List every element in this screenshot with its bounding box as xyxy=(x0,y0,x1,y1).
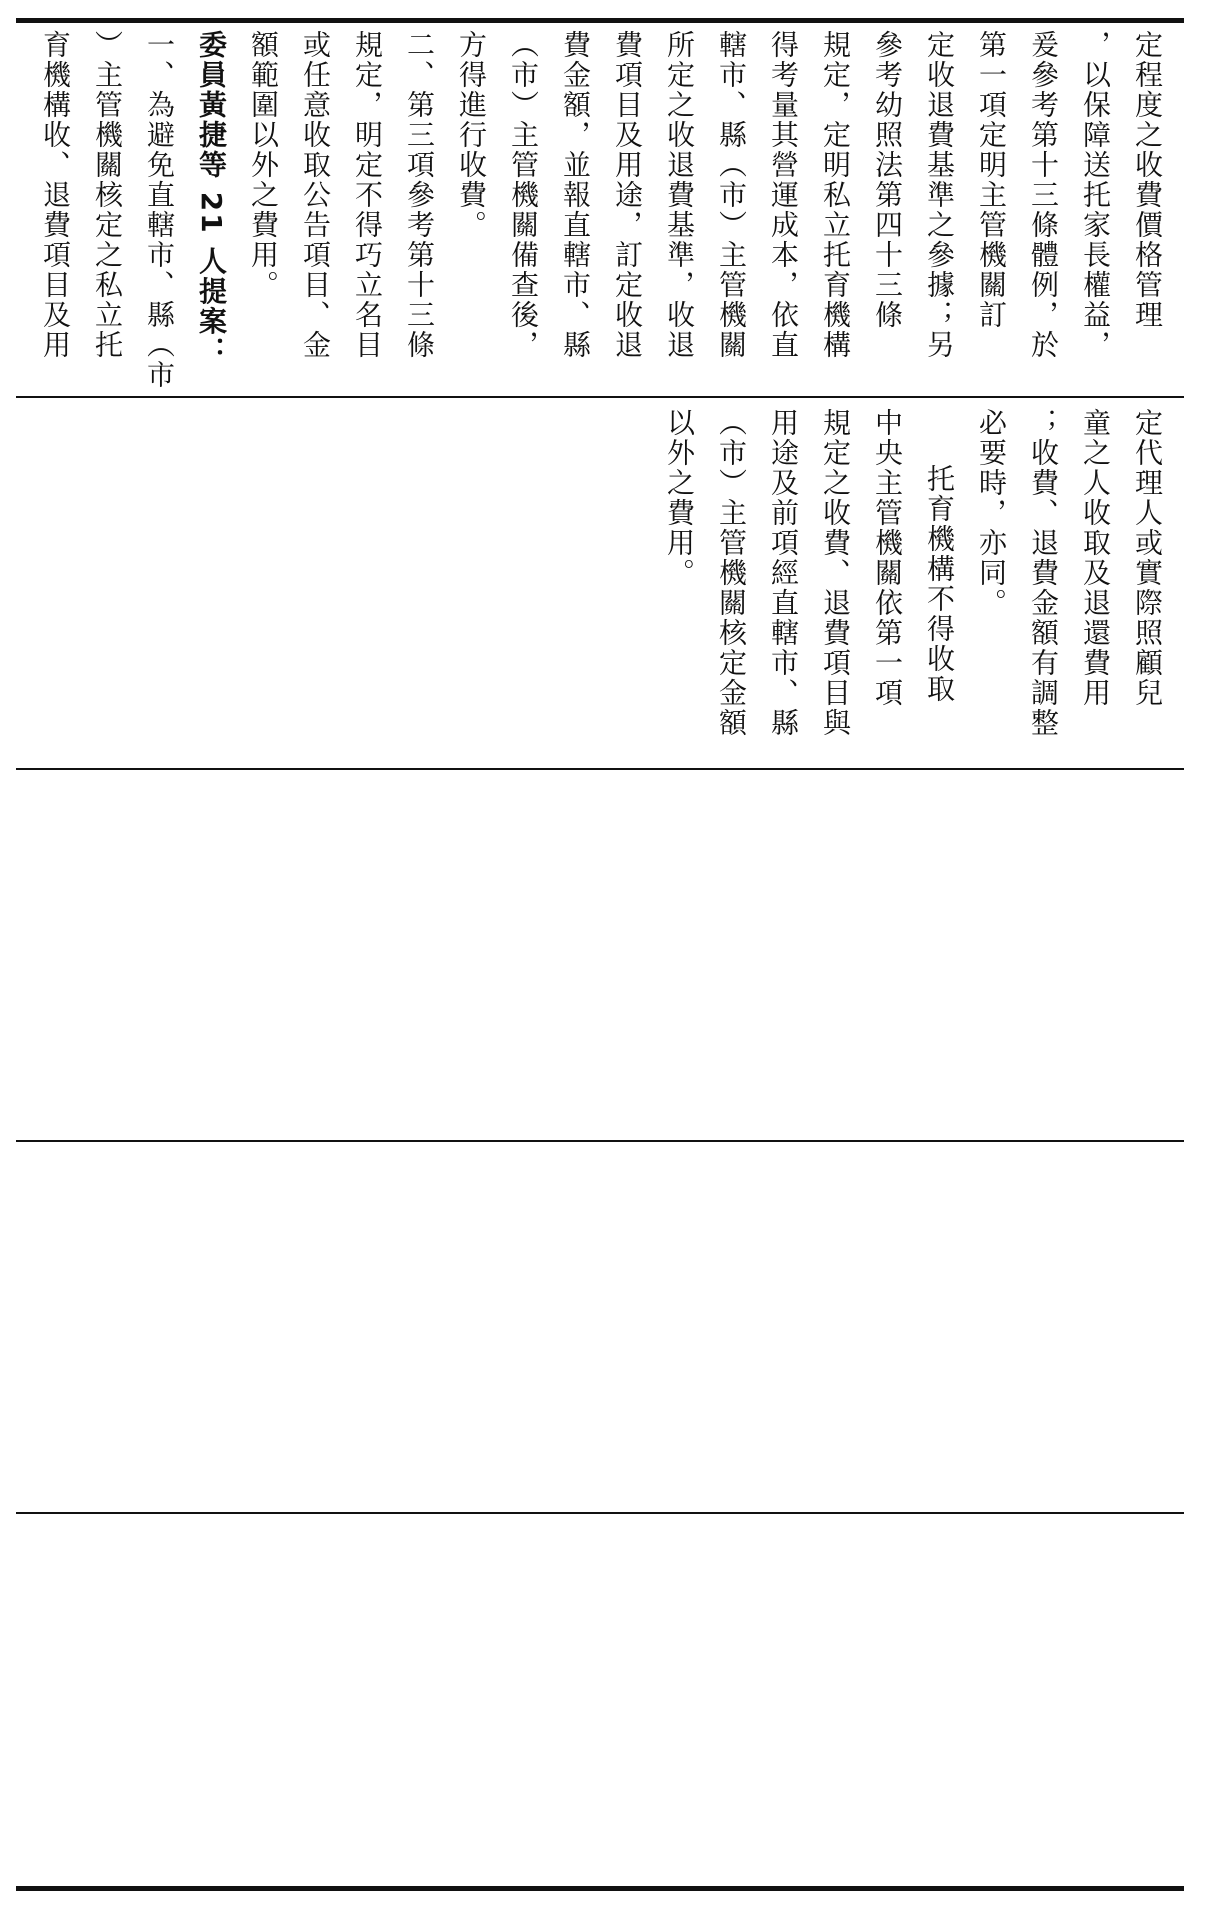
text-line: 一、為避免直轄市、縣（市 xyxy=(143,30,176,390)
text-line: 托育機構不得收取 xyxy=(923,464,956,704)
text-line: 所定之收退費基準，收退 xyxy=(663,30,696,360)
text-line: （市）主管機關備查後， xyxy=(507,30,540,360)
section-divider xyxy=(16,396,1184,398)
section-divider xyxy=(16,1140,1184,1142)
text-line: 定收退費基準之參據；另 xyxy=(923,30,956,360)
text-line: 用途及前項經直轄市、縣 xyxy=(767,408,800,738)
text-line: 費項目及用途，訂定收退 xyxy=(611,30,644,360)
text-line: 轄市、縣（市）主管機關 xyxy=(715,30,748,360)
text-line: 規定之收費、退費項目與 xyxy=(819,408,852,738)
section-empty xyxy=(36,1152,1166,1508)
text-line: 童之人收取及退還費用 xyxy=(1079,408,1112,708)
text-line: 額範圍以外之費用。 xyxy=(247,30,280,300)
text-line: 定程度之收費價格管理 xyxy=(1131,30,1164,330)
text-line: 育機構收、退費項目及用 xyxy=(39,30,72,360)
section-empty xyxy=(36,780,1166,1136)
text-line: ；收費、退費金額有調整 xyxy=(1027,408,1060,738)
text-line: 參考幼照法第四十三條 xyxy=(871,30,904,330)
text-line: ）主管機關核定之私立托 xyxy=(91,30,124,360)
text-line: 方得進行收費。 xyxy=(455,30,488,240)
text-line: 中央主管機關依第一項 xyxy=(871,408,904,708)
section-current-text xyxy=(36,408,1166,768)
section-divider xyxy=(16,1512,1184,1514)
text-line: 規定，明定不得巧立名目 xyxy=(351,30,384,360)
text-line: 或任意收取公告項目、金 xyxy=(299,30,332,360)
text-line: 二、第三項參考第十三條 xyxy=(403,30,436,360)
proposal-heading: 委員黃捷等 21 人提案： xyxy=(195,30,228,367)
top-rule xyxy=(16,18,1184,23)
text-line: 費金額，並報直轄市、縣 xyxy=(559,30,592,360)
section-explanation xyxy=(36,30,1166,390)
section-divider xyxy=(16,768,1184,770)
text-line: 爰參考第十三條體例，於 xyxy=(1027,30,1060,360)
text-line: 第一項定明主管機關訂 xyxy=(975,30,1008,330)
text-line: 必要時，亦同。 xyxy=(975,408,1008,618)
text-line: ，以保障送托家長權益， xyxy=(1079,30,1112,360)
text-line: （市）主管機關核定金額 xyxy=(715,408,748,738)
text-line: 規定，定明私立托育機構 xyxy=(819,30,852,360)
bottom-rule xyxy=(16,1886,1184,1891)
text-line: 以外之費用。 xyxy=(663,408,696,588)
text-line: 定代理人或實際照顧兒 xyxy=(1131,408,1164,708)
text-line: 得考量其營運成本，依直 xyxy=(767,30,800,360)
